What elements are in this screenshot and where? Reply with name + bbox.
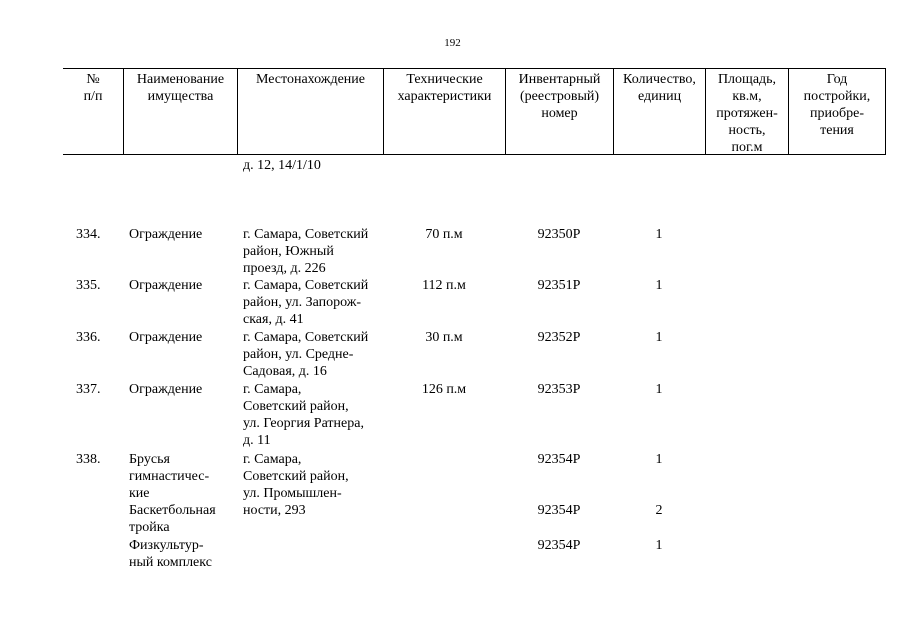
row-quantity: 1 (655, 330, 663, 345)
row-location: г. Самара, Советский район, Южный проезд, д. 226 (243, 227, 369, 276)
row-location: г. Самара, Советский район, ул. Промышлен- ности, 293 (243, 452, 349, 518)
row-inventory: 92351Р (537, 278, 581, 293)
row-item-name: Физкультур- ный комплекс (129, 538, 212, 570)
header-cell-quantity (613, 69, 705, 155)
header-tech: Технические характеристики (397, 72, 492, 104)
row-inventory: 92353Р (537, 382, 581, 397)
row-item-inventory: 92354Р (537, 538, 581, 553)
page-number: 192 (444, 37, 461, 49)
row-name: Ограждение (129, 227, 203, 242)
header-cell-num (63, 69, 123, 155)
header-cell-area (705, 69, 788, 155)
row-item-inventory: 92354Р (537, 452, 581, 467)
row-location: г. Самара, Советский район, ул. Георгия Ратнера, д. 11 (243, 382, 364, 448)
header-cell-location (237, 69, 383, 155)
row-tech: 30 п.м (425, 330, 463, 345)
header-area: Площадь, кв.м, протяжен- ность, пог.м (716, 72, 778, 155)
header-location: Местонахождение (255, 72, 365, 87)
row-inventory: 92350Р (537, 227, 581, 242)
row-number: 338. (76, 452, 101, 467)
header-name: Наименование имущества (136, 72, 225, 104)
header-year: Год постройки, приобре- тения (803, 72, 871, 138)
header-quantity: Количество, единиц (623, 72, 696, 104)
row-tech: 70 п.м (425, 227, 463, 242)
row-item-quantity: 2 (655, 503, 663, 518)
header-cell-name (123, 69, 237, 155)
header-cell-inventory (505, 69, 613, 155)
row-item-name: Брусья гимнастичес- кие (129, 452, 210, 501)
table-header (63, 68, 886, 155)
header-cell-tech (383, 69, 505, 155)
row-name: Ограждение (129, 382, 203, 397)
row-item-inventory: 92354Р (537, 503, 581, 518)
row-number: 336. (76, 330, 101, 345)
header-inventory: Инвентарный (реестровый) номер (518, 72, 601, 121)
header-cell-year (788, 69, 886, 155)
row-location: г. Самара, Советский район, ул. Запорож- ская, д. 41 (243, 278, 369, 327)
row-item-quantity: 1 (655, 538, 663, 553)
continuation-location: д. 12, 14/1/10 (243, 158, 321, 173)
row-item-quantity: 1 (655, 452, 663, 467)
row-quantity: 1 (655, 382, 663, 397)
row-item-name: Баскетбольная тройка (129, 503, 216, 535)
row-number: 337. (76, 382, 101, 397)
row-name: Ограждение (129, 278, 203, 293)
header-num: № п/п (83, 72, 103, 104)
row-tech: 112 п.м (422, 278, 466, 293)
row-number: 335. (76, 278, 101, 293)
row-quantity: 1 (655, 278, 663, 293)
row-name: Ограждение (129, 330, 203, 345)
row-inventory: 92352Р (537, 330, 581, 345)
row-location: г. Самара, Советский район, ул. Средне- Садовая, д. 16 (243, 330, 369, 379)
row-quantity: 1 (655, 227, 663, 242)
row-number: 334. (76, 227, 101, 242)
row-tech: 126 п.м (421, 382, 467, 397)
